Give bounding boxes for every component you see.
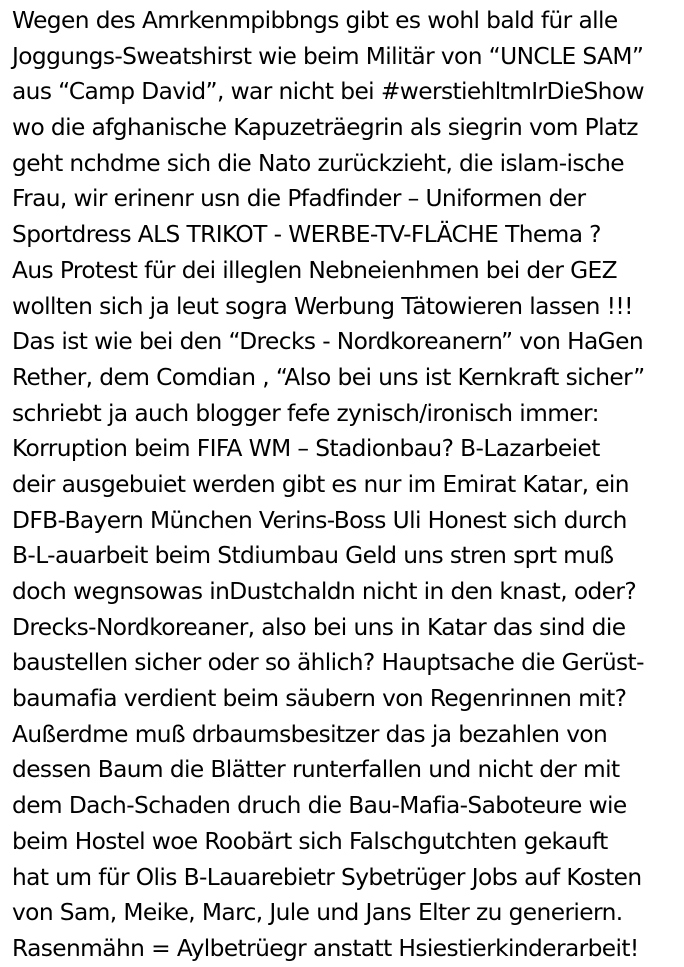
text-line: dessen Baum die Blätter runterfallen und nicht der mit xyxy=(12,756,620,784)
text-line: beim Hostel woe Roobärt sich Falschgutchten gekauft xyxy=(12,827,608,855)
text-line: Rether, dem Comdian , “Also bei uns ist Kernkraft sicher” xyxy=(12,363,645,391)
text-line: von Sam, Meike, Marc, Jule und Jans Elter zu generiern. xyxy=(12,899,623,927)
text-line: Rasenmähn = Aylbetrüegr anstatt Hsiestierkinderarbeit! xyxy=(12,934,639,962)
text-line: hat um für Olis B-Lauarebietr Sybetrüger Jobs auf Kosten xyxy=(12,863,642,891)
text-line: wo die afghanische Kapuzeträegrin als siegrin vom Platz xyxy=(12,114,638,142)
text-line: schriebt ja auch blogger fefe zynisch/ironisch immer: xyxy=(12,399,599,427)
text-line: Aus Protest für dei illeglen Nebneienhmen bei der GEZ xyxy=(12,256,618,284)
text-line: Sportdress ALS TRIKOT - WERBE-TV-FLÄCHE Thema ? xyxy=(12,221,601,249)
text-line: geht nchdme sich die Nato zurückzieht, die islam-ische xyxy=(12,149,625,177)
text-line: dem Dach-Schaden druch die Bau-Mafia-Saboteure wie xyxy=(12,792,627,820)
text-line: Joggungs-Sweatshirst wie beim Militär von “UNCLE SAM” xyxy=(12,42,644,70)
text-line: Das ist wie bei den “Drecks - Nordkoreanern” von HaGen xyxy=(12,328,644,356)
text-line: Drecks-Nordkoreaner, also bei uns in Katar das sind die xyxy=(12,613,626,641)
text-line: baustellen sicher oder so ählich? Hauptsache die Gerüst- xyxy=(12,649,644,677)
text-line: baumafia verdient beim säubern von Regenrinnen mit? xyxy=(12,685,627,713)
text-line: Außerdme muß drbaumsbesitzer das ja bezahlen von xyxy=(12,720,608,748)
text-line: Frau, wir erinenr usn die Pfadfinder – Uniformen der xyxy=(12,185,586,213)
body-text xyxy=(12,3,684,967)
text-line: wollten sich ja leut sogra Werbung Tätowieren lassen !!! xyxy=(12,292,633,320)
text-line: deir ausgebuiet werden gibt es nur im Emirat Katar, ein xyxy=(12,470,629,498)
text-line: doch wegnsowas inDustchaldn nicht in den knast, oder? xyxy=(12,578,637,605)
text-line: DFB-Bayern München Verins-Boss Uli Honest sich durch xyxy=(12,506,627,534)
text-line: aus “Camp David”, war nicht bei #werstiehltmIrDieShow xyxy=(12,78,644,106)
text-line: Wegen des Amrkenmpibbngs gibt es wohl bald für alle xyxy=(12,7,618,34)
text-line: B-L-auarbeit beim Stdiumbau Geld uns stren sprt muß xyxy=(12,542,614,570)
text-line: Korruption beim FIFA WM – Stadionbau? B-Lazarbeiet xyxy=(12,435,600,463)
